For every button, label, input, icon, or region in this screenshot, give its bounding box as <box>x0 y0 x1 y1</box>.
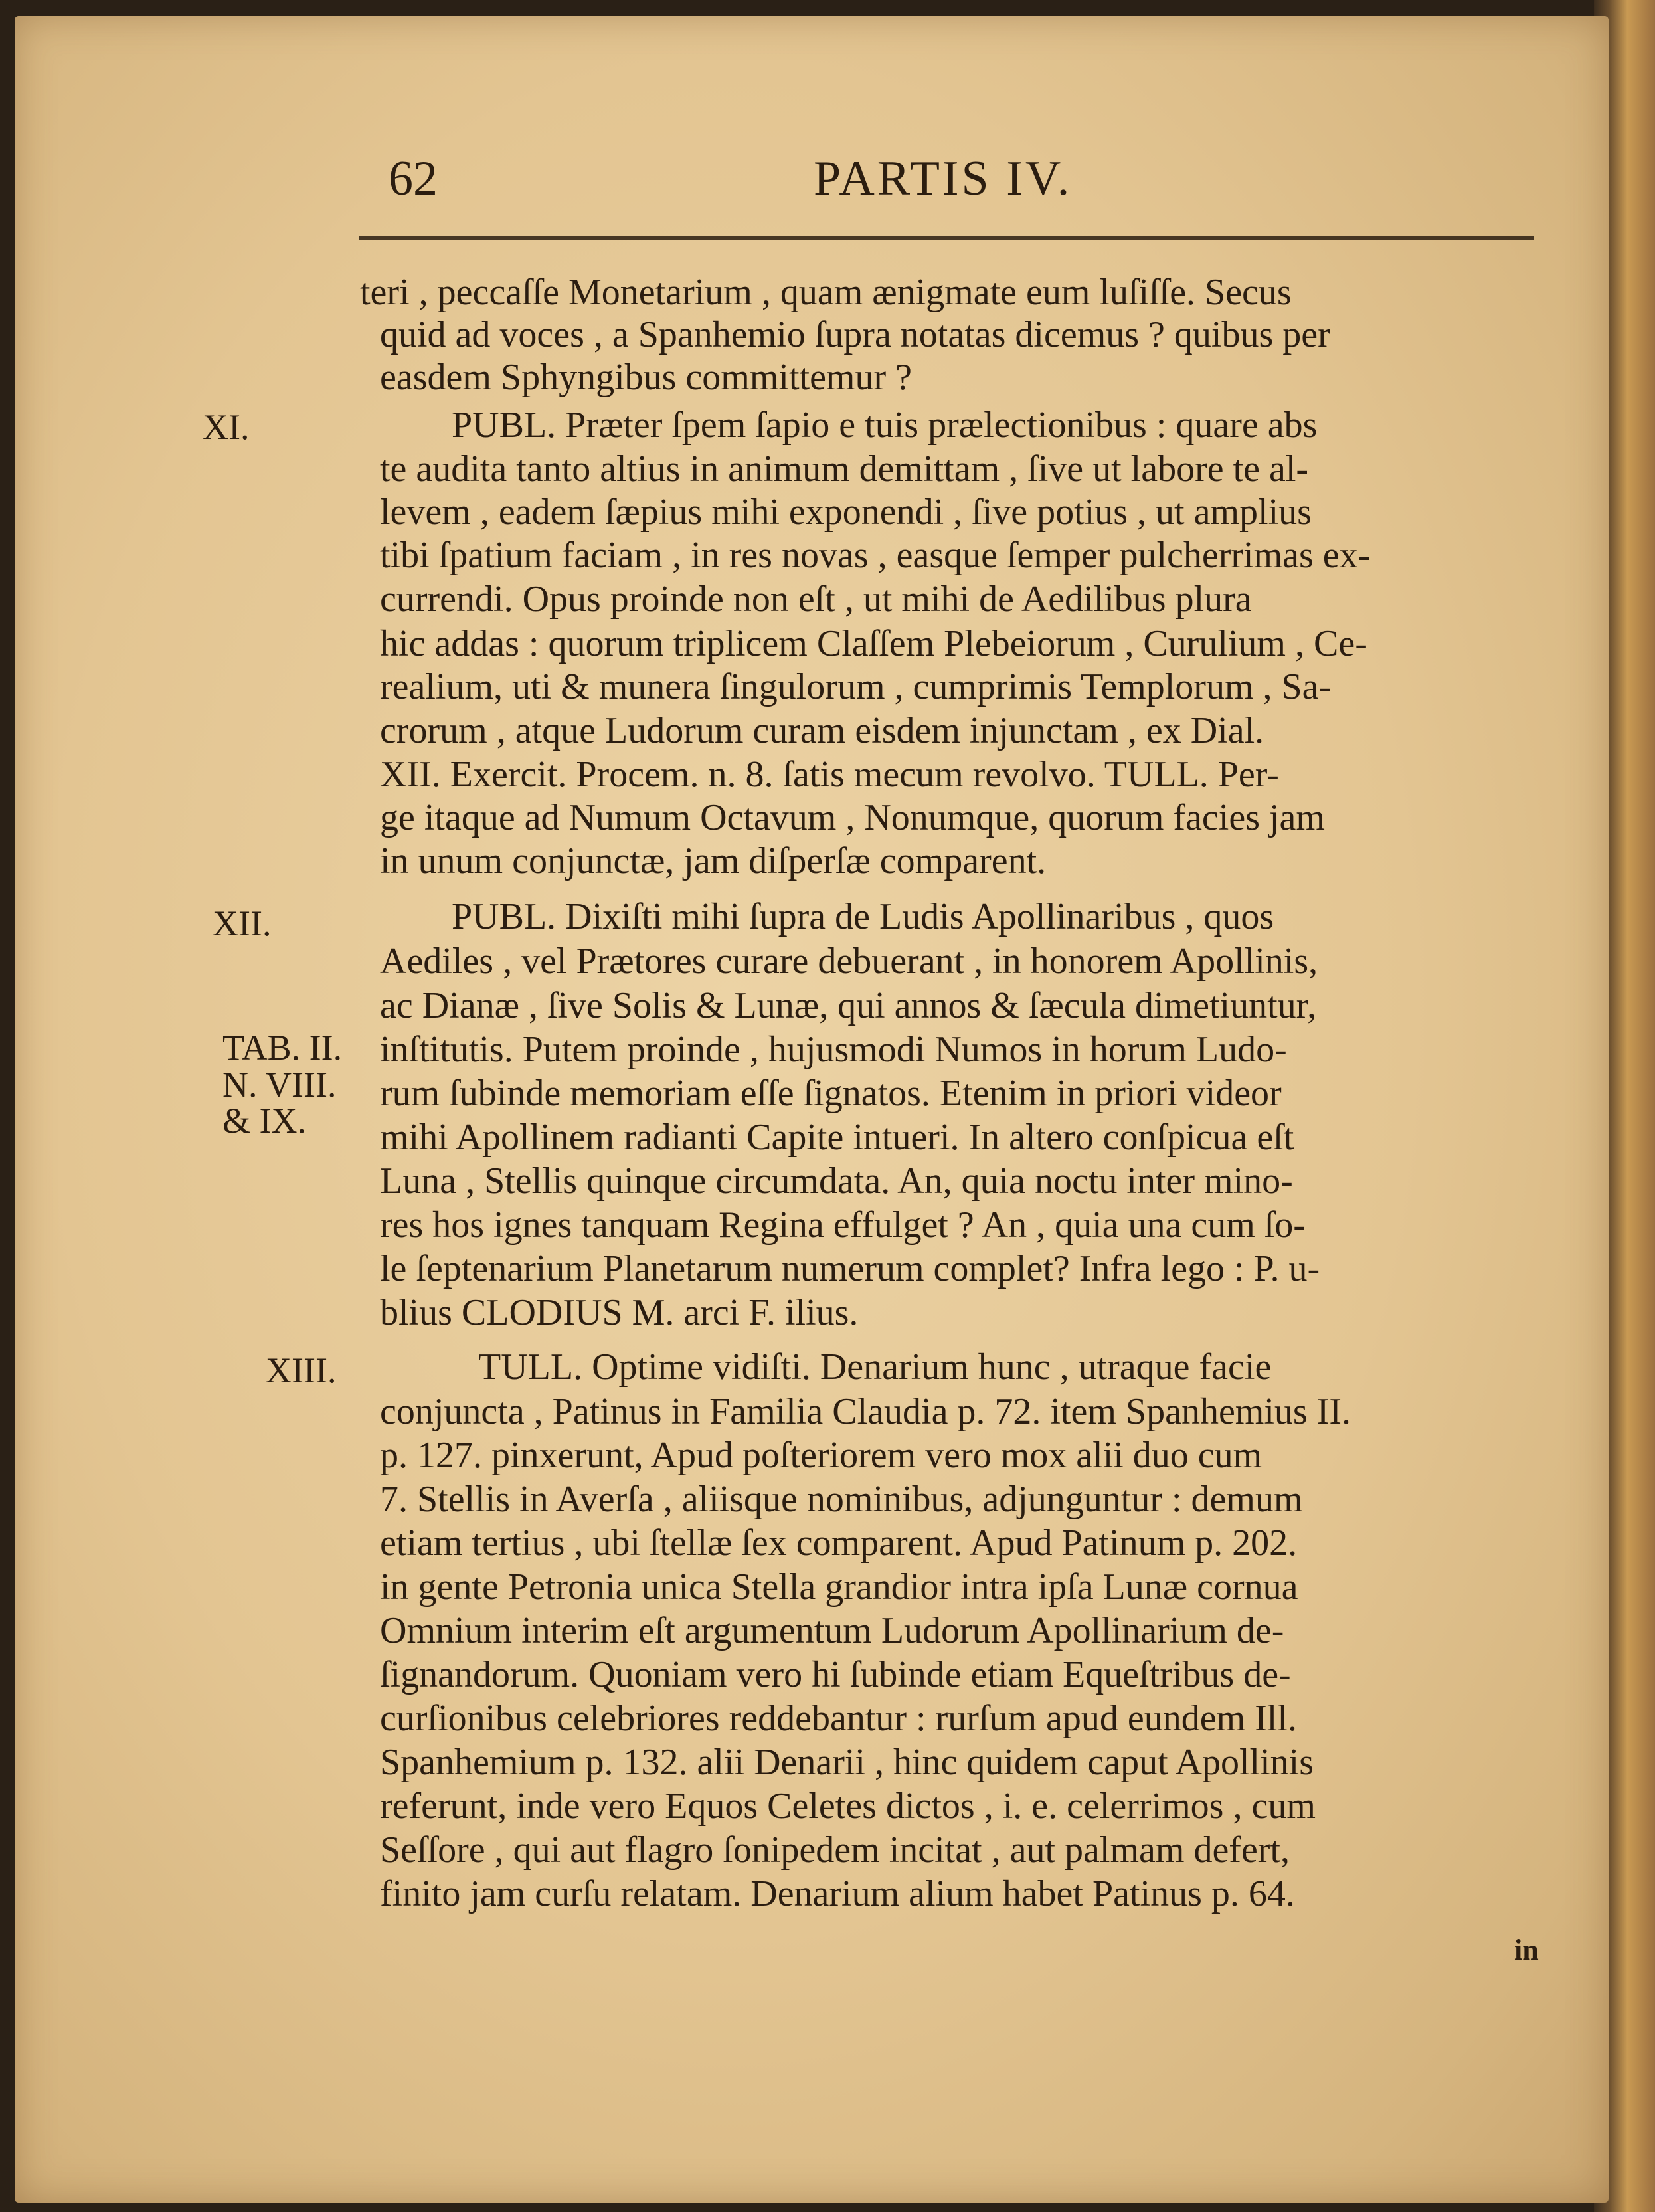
page-number: 62 <box>389 151 438 206</box>
text-line-13: ge itaque ad Numum Octavum , Nonumque, quorum facies jam <box>380 797 1325 838</box>
text-line-1: teri , peccaſſe Monetarium , quam ænigmate eum luſiſſe. Secus <box>360 272 1292 313</box>
margin-section-xii: XII. <box>213 903 272 943</box>
text-line-10: realium, uti & munera ſingulorum , cumprimis Templorum , Sa- <box>380 666 1332 707</box>
text-line-3: easdem Sphyngibus committemur ? <box>380 357 912 398</box>
text-line-36: Seſſore , qui aut flagro ſonipedem incitat , aut palmam defert, <box>380 1829 1290 1871</box>
text-line-20: mihi Apollinem radianti Capite intueri. In altero conſpicua eſt <box>380 1117 1294 1158</box>
margin-plate-ref-ix: & IX. <box>222 1101 306 1141</box>
text-line-17: ac Dianæ , ſive Solis & Lunæ, qui annos & ſæcula dimetiuntur, <box>380 985 1317 1026</box>
text-line-16: Aediles , vel Prætores curare debuerant , in honorem Apollinis, <box>380 941 1318 982</box>
text-line-27: p. 127. pinxerunt, Apud poſteriorem vero mox alii duo cum <box>380 1435 1263 1476</box>
text-line-9: hic addas : quorum triplicem Claſſem Plebeiorum , Curulium , Ce- <box>380 623 1367 664</box>
text-line-21: Luna , Stellis quinque circumdata. An, quia noctu inter mino- <box>380 1160 1293 1202</box>
text-line-6: levem , eadem ſæpius mihi exponendi , ſive potius , ut amplius <box>380 492 1312 533</box>
text-line-15: PUBL. Dixiſti mihi ſupra de Ludis Apollinaribus , quos <box>452 896 1274 937</box>
text-line-34: Spanhemium p. 132. alii Denarii , hinc quidem caput Apollinis <box>380 1742 1314 1783</box>
catchword: in <box>1514 1934 1539 1966</box>
text-line-7: tibi ſpatium faciam , in res novas , easque ſemper pulcherrimas ex- <box>380 535 1371 576</box>
text-line-32: ſignandorum. Quoniam vero hi ſubinde etiam Equeſtribus de- <box>380 1654 1291 1695</box>
text-line-31: Omnium interim eſt argumentum Ludorum Apollinarium de- <box>380 1610 1284 1651</box>
text-line-4: PUBL. Præter ſpem ſapio e tuis prælectionibus : quare abs <box>452 405 1318 446</box>
text-line-26: conjuncta , Patinus in Familia Claudia p. 72. item Spanhemius II. <box>380 1391 1351 1432</box>
text-line-8: currendi. Opus proinde non eſt , ut mihi de Aedilibus plura <box>380 579 1252 620</box>
margin-plate-ref-numbers: N. VIII. <box>222 1065 337 1105</box>
margin-section-xi: XI. <box>203 407 250 447</box>
text-line-22: res hos ignes tanquam Regina effulget ? An , quia una cum ſo- <box>380 1204 1306 1245</box>
text-line-23: le ſeptenarium Planetarum numerum complet? Infra lego : P. u- <box>380 1248 1320 1289</box>
text-line-30: in gente Petronia unica Stella grandior intra ipſa Lunæ cornua <box>380 1566 1298 1608</box>
text-line-11: crorum , atque Ludorum curam eisdem injunctam , ex Dial. <box>380 710 1264 751</box>
text-line-18: inſtitutis. Putem proinde , hujusmodi Numos in horum Ludo- <box>380 1029 1287 1070</box>
text-line-35: referunt, inde vero Equos Celetes dictos , i. e. celerrimos , cum <box>380 1786 1316 1827</box>
text-line-29: etiam tertius , ubi ſtellæ ſex comparent. Apud Patinum p. 202. <box>380 1522 1298 1564</box>
text-line-25: TULL. Optime vidiſti. Denarium hunc , utraque facie <box>478 1346 1272 1388</box>
text-line-33: curſionibus celebriores reddebantur : rurſum apud eundem Ill. <box>380 1698 1297 1739</box>
text-line-28: 7. Stellis in Averſa , aliisque nominibus, adjunguntur : demum <box>380 1479 1303 1520</box>
text-line-12: XII. Exercit. Procem. n. 8. ſatis mecum revolvo. TULL. Per- <box>380 754 1279 795</box>
text-line-24: blius CLODIUS M. arci F. ilius. <box>380 1292 859 1333</box>
text-line-5: te audita tanto altius in animum demittam , ſive ut labore te al- <box>380 448 1309 490</box>
text-line-2: quid ad voces , a Spanhemio ſupra notatas dicemus ? quibus per <box>380 314 1330 355</box>
running-title: PARTIS IV. <box>814 151 1073 206</box>
margin-section-xiii: XIII. <box>266 1350 337 1390</box>
text-line-19: rum ſubinde memoriam eſſe ſignatos. Etenim in priori videor <box>380 1073 1282 1114</box>
header-rule <box>359 236 1534 240</box>
text-line-37: finito jam curſu relatam. Denarium alium habet Patinus p. 64. <box>380 1873 1295 1914</box>
text-line-14: in unum conjunctæ, jam diſperſæ comparent. <box>380 840 1047 881</box>
margin-plate-ref-tab: TAB. II. <box>222 1028 343 1067</box>
